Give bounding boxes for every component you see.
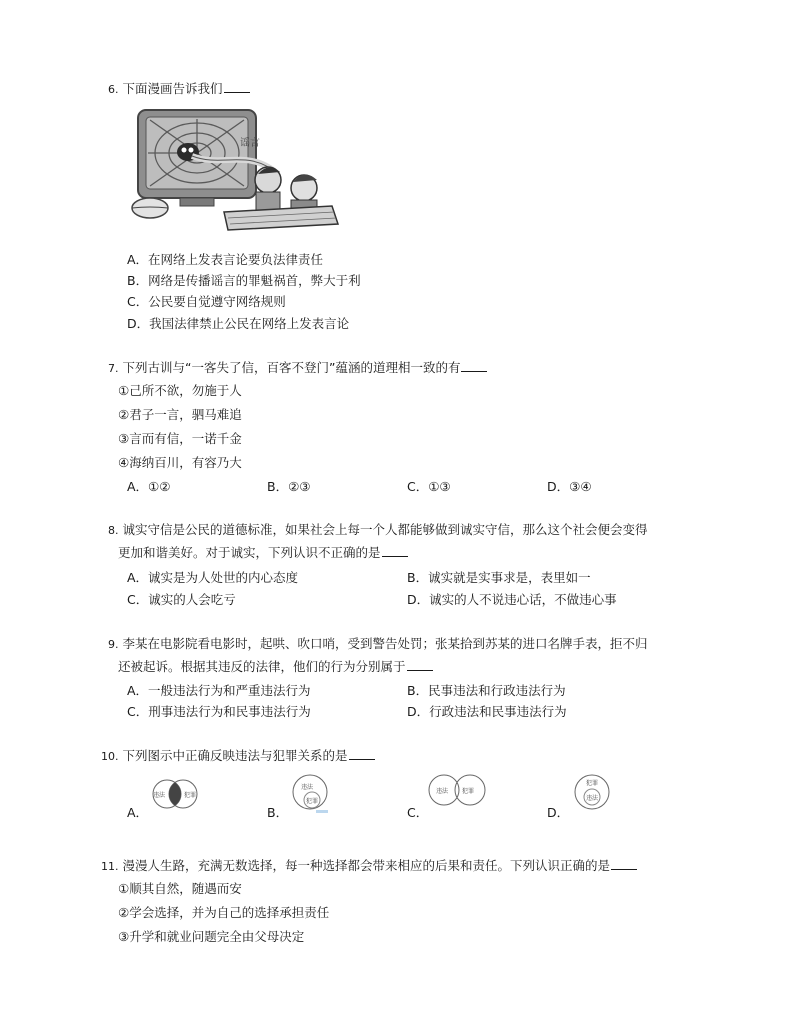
q7-item-4: ④海纳百川，有容乃大 xyxy=(118,455,242,470)
q6-option-a[interactable]: A．在网络上发表言论要负法律责任 xyxy=(127,252,324,267)
q10-option-d[interactable]: D． xyxy=(547,805,570,820)
question-number: 6. xyxy=(108,83,119,96)
q8-option-d[interactable]: D．诚实的人不说违心话，不做违心事 xyxy=(407,592,617,607)
venn-diagram-b xyxy=(290,772,330,819)
q7-option-b[interactable]: B．②③ xyxy=(267,479,311,494)
venn-d-inner-label: 违法 xyxy=(586,795,599,802)
q7-item-1: ①己所不欲，勿施于人 xyxy=(118,383,242,398)
q11-item-1: ①顺其自然，随遇而安 xyxy=(118,881,242,896)
q9-option-c[interactable]: C．刑事违法行为和民事违法行为 xyxy=(127,704,311,719)
answer-blank xyxy=(611,859,637,870)
question-9-stem xyxy=(108,634,648,652)
question-number: 8. xyxy=(108,524,119,537)
q9-option-d[interactable]: D．行政违法和民事违法行为 xyxy=(407,704,567,719)
question-11-stem xyxy=(101,856,637,874)
question-text: 下列图示中正确反映违法与犯罪关系的是 xyxy=(122,748,348,763)
cartoon-caption: 谣言 xyxy=(240,138,260,149)
venn-d-outer-label: 犯罪 xyxy=(586,780,599,787)
venn-b-inner-label: 犯罪 xyxy=(306,798,319,805)
q6-option-b[interactable]: B．网络是传播谣言的罪魁祸首，弊大于利 xyxy=(127,273,361,288)
q10-option-b[interactable]: B． xyxy=(267,805,289,820)
q8-option-c[interactable]: C．诚实的人会吃亏 xyxy=(127,592,236,607)
venn-a-left-label: 违法 xyxy=(153,792,166,799)
venn-b-outer-label: 违法 xyxy=(301,784,314,791)
q6-option-c[interactable]: C．公民要自觉遵守网络规则 xyxy=(127,294,286,309)
venn-c-left-label: 违法 xyxy=(436,788,449,795)
answer-blank xyxy=(224,82,250,93)
question-8-stem xyxy=(108,520,648,538)
q10-option-a[interactable]: A． xyxy=(127,805,149,820)
question-number: 11. xyxy=(101,860,119,873)
question-8-stem-line2 xyxy=(118,543,408,561)
question-number: 10. xyxy=(101,750,119,763)
venn-a-right-label: 犯罪 xyxy=(184,792,197,799)
answer-blank xyxy=(349,749,375,760)
q7-option-d[interactable]: D．③④ xyxy=(547,479,592,494)
question-text-line2: 更加和谐美好。对于诚实，下列认识不正确的是 xyxy=(118,545,381,560)
venn-c-right-label: 犯罪 xyxy=(462,788,475,795)
question-number: 7. xyxy=(108,362,119,375)
q9-option-b[interactable]: B．民事违法和行政违法行为 xyxy=(407,683,566,698)
answer-blank xyxy=(461,361,487,372)
question-number: 9. xyxy=(108,638,119,651)
q7-option-a[interactable]: A．①② xyxy=(127,479,171,494)
q7-option-c[interactable]: C．①③ xyxy=(407,479,451,494)
q6-option-d[interactable]: D．我国法律禁止公民在网络上发表言论 xyxy=(127,316,350,331)
q9-option-a[interactable]: A．一般违法行为和严重违法行为 xyxy=(127,683,311,698)
answer-blank xyxy=(382,546,408,557)
venn-diagram-d xyxy=(572,772,612,815)
q10-option-c[interactable]: C． xyxy=(407,805,429,820)
question-7-stem xyxy=(108,358,487,376)
venn-diagram-a xyxy=(148,776,202,815)
answer-blank xyxy=(407,660,433,671)
q7-item-3: ③言而有信，一诺千金 xyxy=(118,431,242,446)
q8-option-a[interactable]: A．诚实是为人处世的内心态度 xyxy=(127,570,299,585)
internet-rumor-cartoon xyxy=(128,108,340,232)
q11-item-2: ②学会选择，并为自己的选择承担责任 xyxy=(118,905,330,920)
question-text-line1: 李某在电影院看电影时，起哄、吹口哨，受到警告处罚；张某拾到苏某的进口名牌手表，拒不归 xyxy=(122,636,648,651)
question-text-line2: 还被起诉。根据其违反的法律，他们的行为分别属于 xyxy=(118,659,406,674)
question-text: 漫漫人生路，充满无数选择，每一种选择都会带来相应的后果和责任。下列认识正确的是 xyxy=(122,858,611,873)
question-6-stem xyxy=(108,79,250,97)
question-9-stem-line2 xyxy=(118,657,433,675)
question-text: 下列古训与“一客失了信，百客不登门”蕴涵的道理相一致的有 xyxy=(122,360,461,375)
venn-diagram-c xyxy=(426,772,488,811)
q8-option-b[interactable]: B．诚实就是实事求是，表里如一 xyxy=(407,570,591,585)
q11-item-3: ③升学和就业问题完全由父母决定 xyxy=(118,929,305,944)
q7-item-2: ②君子一言，驷马难追 xyxy=(118,407,242,422)
question-text: 下面漫画告诉我们 xyxy=(122,81,223,96)
question-10-stem xyxy=(101,746,375,764)
question-text-line1: 诚实守信是公民的道德标准，如果社会上每一个人都能够做到诚实守信，那么这个社会便会变得 xyxy=(122,522,648,537)
